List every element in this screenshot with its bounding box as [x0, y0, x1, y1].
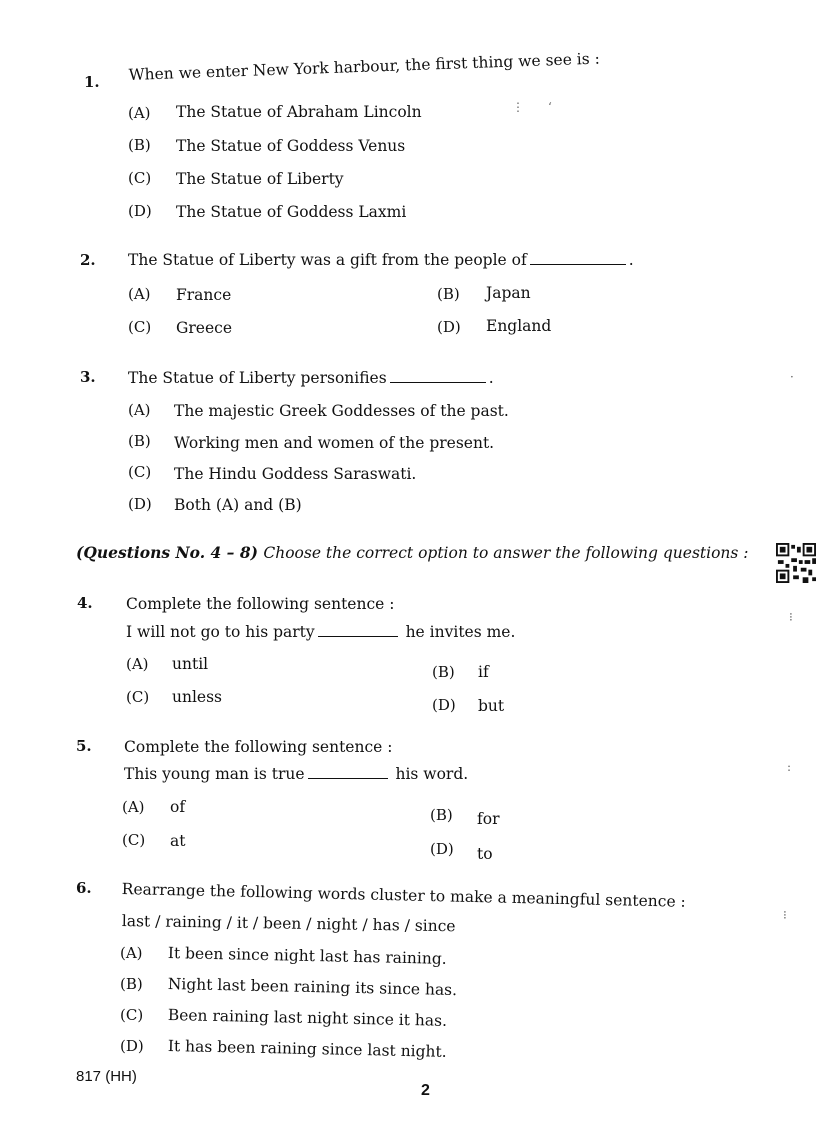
qr-code-icon	[776, 543, 816, 583]
question-text: Complete the following sentence :	[126, 595, 395, 613]
option-label: (A)	[128, 285, 151, 303]
question-number: 2.	[80, 251, 96, 269]
question-text: Complete the following sentence :	[124, 738, 393, 756]
question-text: Rearrange the following words cluster to make a meaningful sentence :	[121, 880, 686, 911]
option-label: (D)	[430, 840, 454, 858]
scan-speck: ⋮	[512, 100, 524, 114]
option-text: at	[170, 832, 186, 850]
option-text: The Statue of Liberty	[176, 170, 344, 188]
scan-speck: ·	[790, 370, 794, 384]
option-text: The Hindu Goddess Saraswati.	[174, 465, 417, 483]
option-label: (B)	[120, 975, 143, 993]
sentence-start: I will not go to his party	[126, 623, 315, 641]
option-text: unless	[172, 688, 223, 706]
question-number: 3.	[80, 368, 96, 386]
question-number: 1.	[84, 73, 100, 91]
question-text: The Statue of Liberty was a gift from the people of	[128, 251, 527, 269]
sentence-end: he invites me.	[405, 623, 516, 641]
option-text: The Statue of Abraham Lincoln	[176, 103, 422, 121]
option-label: (C)	[122, 831, 146, 849]
option-text: The majestic Greek Goddesses of the past.	[174, 402, 509, 420]
option-text: It been since night last has raining.	[167, 944, 447, 968]
option-text: of	[170, 798, 186, 816]
answer-blank	[308, 777, 388, 779]
question-sentence	[126, 623, 515, 641]
page-number: 2	[421, 1082, 430, 1099]
section-heading-instruction: Choose the correct option to answer the following questions :	[263, 544, 749, 562]
option-label: (C)	[128, 318, 152, 336]
option-text: Working men and women of the present.	[174, 434, 495, 452]
option-label: (A)	[128, 401, 151, 419]
word-cluster: last / raining / it / been / night / has / since	[121, 912, 456, 936]
option-text: The Statue of Goddess Laxmi	[176, 203, 407, 221]
scan-speck: ⁝	[789, 610, 793, 624]
sentence-start: This young man is true	[124, 765, 305, 783]
option-label: (B)	[432, 663, 455, 681]
option-text: but	[478, 697, 505, 715]
paper-code: 817 (HH)	[76, 1068, 137, 1085]
answer-blank	[530, 263, 626, 265]
question-text-wrap: The Statue of Liberty personifies .	[128, 369, 494, 387]
option-label: (D)	[120, 1037, 144, 1055]
option-text: France	[176, 286, 232, 304]
question-number: 5.	[76, 737, 92, 755]
option-label: (D)	[128, 495, 152, 513]
option-label: (D)	[437, 318, 461, 336]
option-label: (C)	[126, 688, 150, 706]
scan-speck: :	[787, 760, 792, 774]
option-label: (A)	[128, 104, 151, 122]
option-text: until	[172, 655, 209, 673]
option-text: to	[477, 845, 493, 863]
option-label: (A)	[120, 944, 143, 962]
option-text: The Statue of Goddess Venus	[176, 137, 406, 155]
question-number: 4.	[77, 594, 93, 612]
answer-blank	[390, 381, 486, 383]
option-label: (B)	[430, 806, 453, 824]
option-text: Greece	[176, 319, 232, 337]
section-heading-range: (Questions No. 4 – 8)	[76, 543, 258, 562]
option-label: (C)	[120, 1006, 144, 1024]
option-text: Both (A) and (B)	[174, 496, 302, 514]
section-heading	[76, 543, 749, 562]
scan-speck: ʻ	[548, 100, 552, 114]
sentence-end: his word.	[395, 765, 469, 783]
question-text-wrap: The Statue of Liberty was a gift from the people of .	[128, 251, 634, 269]
question-text: The Statue of Liberty personifies	[128, 369, 387, 387]
question-text: When we enter New York harbour, the first thing we see is :	[128, 49, 601, 84]
option-label: (A)	[122, 798, 145, 816]
option-label: (C)	[128, 463, 152, 481]
option-text: for	[477, 810, 500, 828]
option-text: It has been raining since last night.	[167, 1037, 447, 1061]
option-label: (B)	[437, 285, 460, 303]
option-label: (D)	[432, 696, 456, 714]
option-label: (C)	[128, 169, 152, 187]
option-text: Night last been raining its since has.	[167, 975, 458, 1000]
option-text: if	[478, 663, 489, 681]
option-label: (A)	[126, 655, 149, 673]
option-text: England	[486, 317, 552, 335]
option-label: (B)	[128, 432, 151, 450]
answer-blank	[318, 635, 398, 637]
scan-speck: ⁝	[783, 908, 787, 922]
question-sentence	[124, 765, 468, 783]
question-number: 6.	[76, 879, 92, 897]
option-label: (D)	[128, 202, 152, 220]
option-text: Japan	[486, 284, 531, 302]
option-label: (B)	[128, 136, 151, 154]
option-text: Been raining last night since it has.	[167, 1006, 448, 1030]
